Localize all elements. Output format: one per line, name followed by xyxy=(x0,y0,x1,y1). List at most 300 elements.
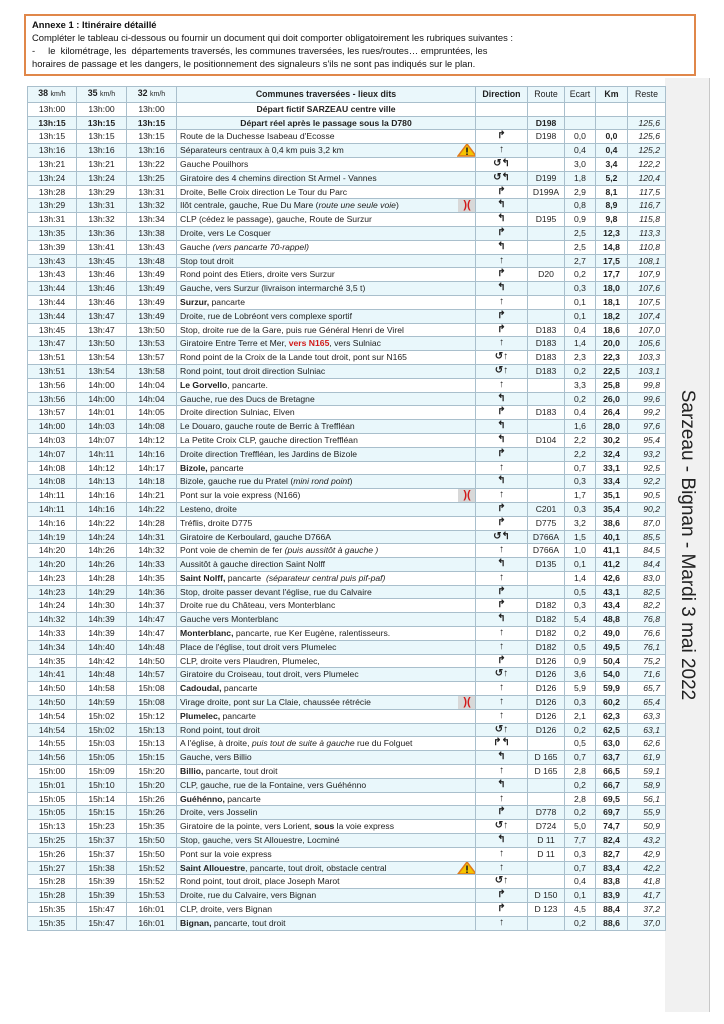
time-cell: 14h:47 xyxy=(127,613,177,627)
time-cell: 14h:05 xyxy=(127,406,177,420)
description-cell xyxy=(177,489,476,503)
ecart-cell: 3,3 xyxy=(565,378,596,392)
route-cell: D778 xyxy=(528,806,565,820)
time-cell: 15h:26 xyxy=(28,847,77,861)
table-row xyxy=(28,185,666,199)
table-row xyxy=(28,351,666,365)
km-cell: 14,8 xyxy=(596,240,628,254)
time-cell: 13h:31 xyxy=(77,199,127,213)
km-cell: 35,1 xyxy=(596,489,628,503)
ecart-cell: 0,2 xyxy=(565,778,596,792)
reste-cell: 107,0 xyxy=(628,323,666,337)
description-cell xyxy=(177,144,476,158)
time-cell: 14h:50 xyxy=(28,682,77,696)
ecart-cell: 0,3 xyxy=(565,599,596,613)
header-speed-38: 38 km/h xyxy=(28,87,77,103)
reste-cell: 97,6 xyxy=(628,420,666,434)
time-cell: 14h:12 xyxy=(127,433,177,447)
description-cell xyxy=(177,433,476,447)
description-text: (vers pancarte 70-rappel) xyxy=(212,241,309,252)
road-narrows-icon: )( xyxy=(458,489,476,502)
description-text: Lesteno, droite xyxy=(180,503,237,514)
km-cell: 8,9 xyxy=(596,199,628,213)
description-text: Rond point, tout droit, place Joseph Marot xyxy=(180,876,340,887)
direction-straight-icon: ↑ xyxy=(476,144,528,158)
description-cell xyxy=(177,502,476,516)
time-cell: 14h:35 xyxy=(127,571,177,585)
description-cell xyxy=(177,282,476,296)
table-row xyxy=(28,295,666,309)
time-cell: 14h:16 xyxy=(77,502,127,516)
description-text: (séparateur central puis pif-paf) xyxy=(265,572,386,583)
time-cell: 14h:08 xyxy=(28,461,77,475)
reste-cell: 120,4 xyxy=(628,171,666,185)
reste-cell: 82,5 xyxy=(628,585,666,599)
route-cell: D183 xyxy=(528,323,565,337)
description-text: Rond point des Etiers, droite vers Surzur xyxy=(180,269,335,280)
description-text: pancarte, tout droit xyxy=(211,917,286,928)
description-cell xyxy=(177,185,476,199)
description-text: Droite, vers Josselin xyxy=(180,807,258,818)
reste-cell: 84,4 xyxy=(628,558,666,572)
ecart-cell: 0,1 xyxy=(565,295,596,309)
time-cell: 14h:11 xyxy=(28,489,77,503)
reste-cell: 56,1 xyxy=(628,792,666,806)
description-cell xyxy=(177,903,476,917)
route-cell: D182 xyxy=(528,599,565,613)
time-cell: 13h:46 xyxy=(77,282,127,296)
time-cell: 14h:58 xyxy=(77,682,127,696)
description-text: Giratoire des 4 chemins direction St Armel - Vannes xyxy=(180,172,377,183)
time-cell: 13h:51 xyxy=(28,364,77,378)
route-cell xyxy=(528,309,565,323)
route-cell: D183 xyxy=(528,351,565,365)
time-cell: 15h:28 xyxy=(28,875,77,889)
reste-cell: 116,7 xyxy=(628,199,666,213)
time-cell: 14h:16 xyxy=(127,447,177,461)
direction-straight-icon: ↑ xyxy=(476,378,528,392)
table-row xyxy=(28,571,666,585)
ecart-cell: 0,8 xyxy=(565,199,596,213)
time-cell: 13h:15 xyxy=(28,116,77,130)
direction-roundabout-straight-icon: ↺↑ xyxy=(476,364,528,378)
route-cell: D766A xyxy=(528,530,565,544)
time-cell: 15h:05 xyxy=(28,806,77,820)
description-cell xyxy=(177,820,476,834)
km-cell: 30,2 xyxy=(596,433,628,447)
description-cell xyxy=(177,696,476,710)
description-cell xyxy=(177,558,476,572)
reste-cell: 92,5 xyxy=(628,461,666,475)
time-cell: 14h:39 xyxy=(77,627,127,641)
time-cell: 14h:03 xyxy=(77,420,127,434)
route-cell: D198 xyxy=(528,130,565,144)
time-cell: 13h:43 xyxy=(28,268,77,282)
time-cell: 15h:27 xyxy=(28,861,77,875)
time-cell: 15h:05 xyxy=(28,792,77,806)
km-cell: 41,1 xyxy=(596,544,628,558)
direction-straight-icon: ↑ xyxy=(476,489,528,503)
km-cell: 42,6 xyxy=(596,571,628,585)
description-cell xyxy=(177,171,476,185)
km-cell: 0,0 xyxy=(596,130,628,144)
time-cell: 13h:15 xyxy=(127,116,177,130)
table-row xyxy=(28,834,666,848)
ecart-cell: 0,3 xyxy=(565,282,596,296)
time-cell: 15h:15 xyxy=(127,751,177,765)
description-text: Droite direction Treffléan, les Jardins de Bizole xyxy=(180,448,358,459)
reste-cell: 107,6 xyxy=(628,282,666,296)
time-cell: 15h:25 xyxy=(28,834,77,848)
description-text: Virage droite, pont sur La Claie, chaussée rétrécie xyxy=(180,697,371,708)
time-cell: 14h:42 xyxy=(77,654,127,668)
km-cell: 18,6 xyxy=(596,323,628,337)
description-text: Le Gorvello xyxy=(180,379,228,390)
description-text: pancarte xyxy=(224,793,261,804)
time-cell: 15h:20 xyxy=(127,778,177,792)
time-cell: 15h:50 xyxy=(127,847,177,861)
reste-cell: 99,8 xyxy=(628,378,666,392)
table-row xyxy=(28,599,666,613)
table-row xyxy=(28,792,666,806)
km-cell: 82,4 xyxy=(596,834,628,848)
direction-right-icon: ↱ xyxy=(476,323,528,337)
ecart-cell: 1,6 xyxy=(565,420,596,434)
time-cell: 13h:38 xyxy=(127,226,177,240)
description-text: ) xyxy=(349,476,353,487)
table-row xyxy=(28,447,666,461)
table-row xyxy=(28,102,666,116)
description-text: pancarte xyxy=(221,683,258,694)
reste-cell: 75,2 xyxy=(628,654,666,668)
km-cell: 66,5 xyxy=(596,765,628,779)
km-cell: 82,7 xyxy=(596,847,628,861)
description-text: CLP, droite, vers Bignan xyxy=(180,904,273,915)
description-text: sous xyxy=(314,821,335,832)
direction-right-icon: ↱ xyxy=(476,903,528,917)
time-cell: 13h:43 xyxy=(28,254,77,268)
description-text: Rond point, tout droit xyxy=(180,724,260,735)
time-cell: 14h:11 xyxy=(28,502,77,516)
direction-roundabout-left-icon: ↺↰ xyxy=(476,530,528,544)
time-cell: 13h:31 xyxy=(127,185,177,199)
km-cell: 43,4 xyxy=(596,599,628,613)
route-cell: D126 xyxy=(528,696,565,710)
km-cell: 12,3 xyxy=(596,226,628,240)
route-cell: D104 xyxy=(528,433,565,447)
time-cell: 16h:01 xyxy=(127,903,177,917)
reste-cell: 99,2 xyxy=(628,406,666,420)
time-cell: 13h:49 xyxy=(127,309,177,323)
reste-cell: 93,2 xyxy=(628,447,666,461)
time-cell: 13h:21 xyxy=(77,157,127,171)
description-text: Le Douaro, gauche route de Berric à Treffléan xyxy=(180,421,355,432)
ecart-cell: 7,7 xyxy=(565,834,596,848)
km-cell: 49,5 xyxy=(596,640,628,654)
km-cell: 60,2 xyxy=(596,696,628,710)
description-text: Giratoire du Croiseau, tout droit, vers Plumelec xyxy=(180,669,359,680)
reste-cell: 95,4 xyxy=(628,433,666,447)
km-cell: 74,7 xyxy=(596,820,628,834)
direction-straight-icon: ↑ xyxy=(476,295,528,309)
description-text: Stop, droite passer devant l'église, rue du Calvaire xyxy=(180,586,372,597)
ecart-cell: 3,0 xyxy=(565,157,596,171)
time-cell: 13h:49 xyxy=(127,295,177,309)
route-cell xyxy=(528,378,565,392)
description-text: rue du Folguet xyxy=(354,738,413,749)
direction-right-icon: ↱ xyxy=(476,889,528,903)
time-cell: 14h:29 xyxy=(77,585,127,599)
ecart-cell: 0,3 xyxy=(565,475,596,489)
km-cell xyxy=(596,102,628,116)
time-cell: 14h:17 xyxy=(127,461,177,475)
table-row xyxy=(28,654,666,668)
table-row xyxy=(28,778,666,792)
ecart-cell: 2,3 xyxy=(565,351,596,365)
table-row xyxy=(28,875,666,889)
route-cell xyxy=(528,199,565,213)
description-text: Surzur, xyxy=(180,296,210,307)
ecart-cell: 1,4 xyxy=(565,337,596,351)
direction-left-icon: ↰ xyxy=(476,392,528,406)
km-cell: 59,9 xyxy=(596,682,628,696)
time-cell: 15h:20 xyxy=(127,765,177,779)
ecart-cell: 2,1 xyxy=(565,709,596,723)
description-cell xyxy=(177,668,476,682)
time-cell: 14h:07 xyxy=(28,447,77,461)
description-text: Gauche, vers Surzur (livraison intermarché 3,5 t) xyxy=(180,283,366,294)
time-cell: 14h:16 xyxy=(28,516,77,530)
time-cell: 14h:11 xyxy=(77,447,127,461)
table-row xyxy=(28,433,666,447)
route-cell xyxy=(528,295,565,309)
direction-right-icon: ↱ xyxy=(476,268,528,282)
time-cell: 13h:29 xyxy=(77,185,127,199)
route-cell xyxy=(528,226,565,240)
direction-straight-icon: ↑ xyxy=(476,461,528,475)
km-cell: 5,2 xyxy=(596,171,628,185)
description-cell xyxy=(177,268,476,282)
time-cell: 13h:54 xyxy=(77,364,127,378)
table-row xyxy=(28,530,666,544)
description-cell xyxy=(177,889,476,903)
table-row xyxy=(28,696,666,710)
description-cell xyxy=(177,240,476,254)
km-cell: 88,4 xyxy=(596,903,628,917)
time-cell: 13h:00 xyxy=(77,102,127,116)
time-cell: 13h:22 xyxy=(127,157,177,171)
table-row xyxy=(28,640,666,654)
ecart-cell: 0,2 xyxy=(565,916,596,930)
description-text: Départ fictif SARZEAU centre ville xyxy=(256,103,396,114)
description-cell xyxy=(177,295,476,309)
route-cell: D126 xyxy=(528,723,565,737)
route-cell: D126 xyxy=(528,668,565,682)
km-cell: 33,1 xyxy=(596,461,628,475)
route-cell: D183 xyxy=(528,337,565,351)
direction-straight-icon: ↑ xyxy=(476,792,528,806)
time-cell: 13h:24 xyxy=(28,171,77,185)
time-cell: 14h:56 xyxy=(28,751,77,765)
reste-cell: 58,9 xyxy=(628,778,666,792)
description-cell xyxy=(177,378,476,392)
description-text: Gauche, rue des Ducs de Bretagne xyxy=(180,393,315,404)
reste-cell: 76,1 xyxy=(628,640,666,654)
time-cell: 13h:00 xyxy=(28,102,77,116)
direction-right-icon: ↱ xyxy=(476,185,528,199)
direction-left-icon: ↰ xyxy=(476,213,528,227)
direction-right-left-icon: ↱↰ xyxy=(476,737,528,751)
header-description: Communes traversées - lieux dits xyxy=(177,87,476,103)
time-cell: 13h:48 xyxy=(127,254,177,268)
description-text: pancarte xyxy=(209,296,245,307)
description-text: Bizole, xyxy=(180,462,208,473)
description-text: Saint Nolff, xyxy=(180,572,226,583)
route-cell: D775 xyxy=(528,516,565,530)
table-row xyxy=(28,116,666,130)
time-cell: 14h:13 xyxy=(77,475,127,489)
ecart-cell: 0,3 xyxy=(565,696,596,710)
time-cell: 13h:31 xyxy=(28,213,77,227)
table-row xyxy=(28,903,666,917)
description-text: Gauche, vers Billio xyxy=(180,752,252,763)
route-cell: D 165 xyxy=(528,765,565,779)
km-cell: 20,0 xyxy=(596,337,628,351)
table-row xyxy=(28,157,666,171)
description-text: Droite direction Sulniac, Elven xyxy=(180,407,295,418)
direction-straight-icon: ↑ xyxy=(476,709,528,723)
time-cell: 15h:13 xyxy=(28,820,77,834)
direction-left-icon: ↰ xyxy=(476,282,528,296)
route-cell: D135 xyxy=(528,558,565,572)
description-text: CLP (cédez le passage), gauche, Route de Surzur xyxy=(180,214,372,225)
reste-cell: 103,3 xyxy=(628,351,666,365)
km-cell: 22,5 xyxy=(596,364,628,378)
description-text: Pont voie de chemin de fer xyxy=(180,545,285,556)
route-cell: D 11 xyxy=(528,847,565,861)
time-cell: 14h:41 xyxy=(28,668,77,682)
reste-cell: 117,5 xyxy=(628,185,666,199)
ecart-cell: 0,4 xyxy=(565,144,596,158)
reste-cell: 65,4 xyxy=(628,696,666,710)
description-cell xyxy=(177,640,476,654)
time-cell: 14h:50 xyxy=(127,654,177,668)
table-row xyxy=(28,916,666,930)
time-cell: 15h:38 xyxy=(77,861,127,875)
description-text: ) xyxy=(395,200,399,211)
ecart-cell: 0,4 xyxy=(565,323,596,337)
description-text: (puis aussitôt à gauche ) xyxy=(284,545,379,556)
time-cell: 13h:00 xyxy=(127,102,177,116)
time-cell: 15h:14 xyxy=(77,792,127,806)
time-cell: 14h:57 xyxy=(127,668,177,682)
table-row xyxy=(28,392,666,406)
time-cell: 13h:21 xyxy=(28,157,77,171)
route-cell: D 11 xyxy=(528,834,565,848)
header-direction: Direction xyxy=(476,87,528,103)
direction-right-icon: ↱ xyxy=(476,516,528,530)
time-cell: 14h:03 xyxy=(28,433,77,447)
description-text: pancarte xyxy=(207,462,244,473)
description-cell xyxy=(177,406,476,420)
table-row xyxy=(28,613,666,627)
description-cell xyxy=(177,834,476,848)
table-row xyxy=(28,558,666,572)
description-cell xyxy=(177,254,476,268)
description-text: Route de la Duchesse Isabeau d'Ecosse xyxy=(180,131,335,142)
time-cell: 13h:15 xyxy=(28,130,77,144)
km-cell: 41,2 xyxy=(596,558,628,572)
ecart-cell: 5,0 xyxy=(565,820,596,834)
reste-cell: 110,8 xyxy=(628,240,666,254)
time-cell: 15h:52 xyxy=(127,861,177,875)
ecart-cell: 0,5 xyxy=(565,585,596,599)
route-cell: D 165 xyxy=(528,751,565,765)
direction-right-icon: ↱ xyxy=(476,585,528,599)
km-cell: 28,0 xyxy=(596,420,628,434)
direction-left-icon: ↰ xyxy=(476,420,528,434)
description-text: Gauche vers Monterblanc xyxy=(180,614,279,625)
table-row xyxy=(28,709,666,723)
direction-straight-icon: ↑ xyxy=(476,337,528,351)
reste-cell: 107,9 xyxy=(628,268,666,282)
km-cell: 48,8 xyxy=(596,613,628,627)
reste-cell: 125,6 xyxy=(628,116,666,130)
time-cell: 15h:28 xyxy=(28,889,77,903)
time-cell: 14h:18 xyxy=(127,475,177,489)
table-row xyxy=(28,309,666,323)
description-text: Gauche Pouilhors xyxy=(180,158,249,169)
time-cell: 13h:49 xyxy=(127,282,177,296)
time-cell: 15h:13 xyxy=(127,737,177,751)
description-cell xyxy=(177,364,476,378)
description-text: Droite, Belle Croix direction Le Tour du Parc xyxy=(180,186,348,197)
time-cell: 14h:24 xyxy=(28,599,77,613)
description-cell xyxy=(177,613,476,627)
table-row xyxy=(28,130,666,144)
table-row xyxy=(28,282,666,296)
table-row xyxy=(28,226,666,240)
km-cell: 66,7 xyxy=(596,778,628,792)
route-cell: C201 xyxy=(528,502,565,516)
time-cell: 14h:33 xyxy=(127,558,177,572)
time-cell: 14h:01 xyxy=(77,406,127,420)
km-cell: 83,9 xyxy=(596,889,628,903)
reste-cell: 125,6 xyxy=(628,130,666,144)
description-text: Droite rue du Château, vers Monterblanc xyxy=(180,600,336,611)
time-cell: 13h:32 xyxy=(77,213,127,227)
direction-right-icon: ↱ xyxy=(476,806,528,820)
km-cell: 3,4 xyxy=(596,157,628,171)
time-cell: 13h:15 xyxy=(127,130,177,144)
time-cell: 13h:46 xyxy=(77,268,127,282)
description-text: Pont sur la voie express (N166) xyxy=(180,490,301,501)
km-cell: 69,5 xyxy=(596,792,628,806)
time-cell: 13h:44 xyxy=(28,309,77,323)
description-cell xyxy=(177,447,476,461)
description-text: Rond point, tout droit direction Sulniac xyxy=(180,365,326,376)
route-cell xyxy=(528,254,565,268)
header-speed-32: 32 km/h xyxy=(127,87,177,103)
table-row xyxy=(28,668,666,682)
direction-left-icon: ↰ xyxy=(476,199,528,213)
time-cell: 13h:51 xyxy=(28,351,77,365)
description-text: , pancarte, tout droit, obstacle central xyxy=(245,862,387,873)
time-cell: 15h:23 xyxy=(77,820,127,834)
route-cell xyxy=(528,461,565,475)
description-cell xyxy=(177,544,476,558)
time-cell: 13h:56 xyxy=(28,392,77,406)
